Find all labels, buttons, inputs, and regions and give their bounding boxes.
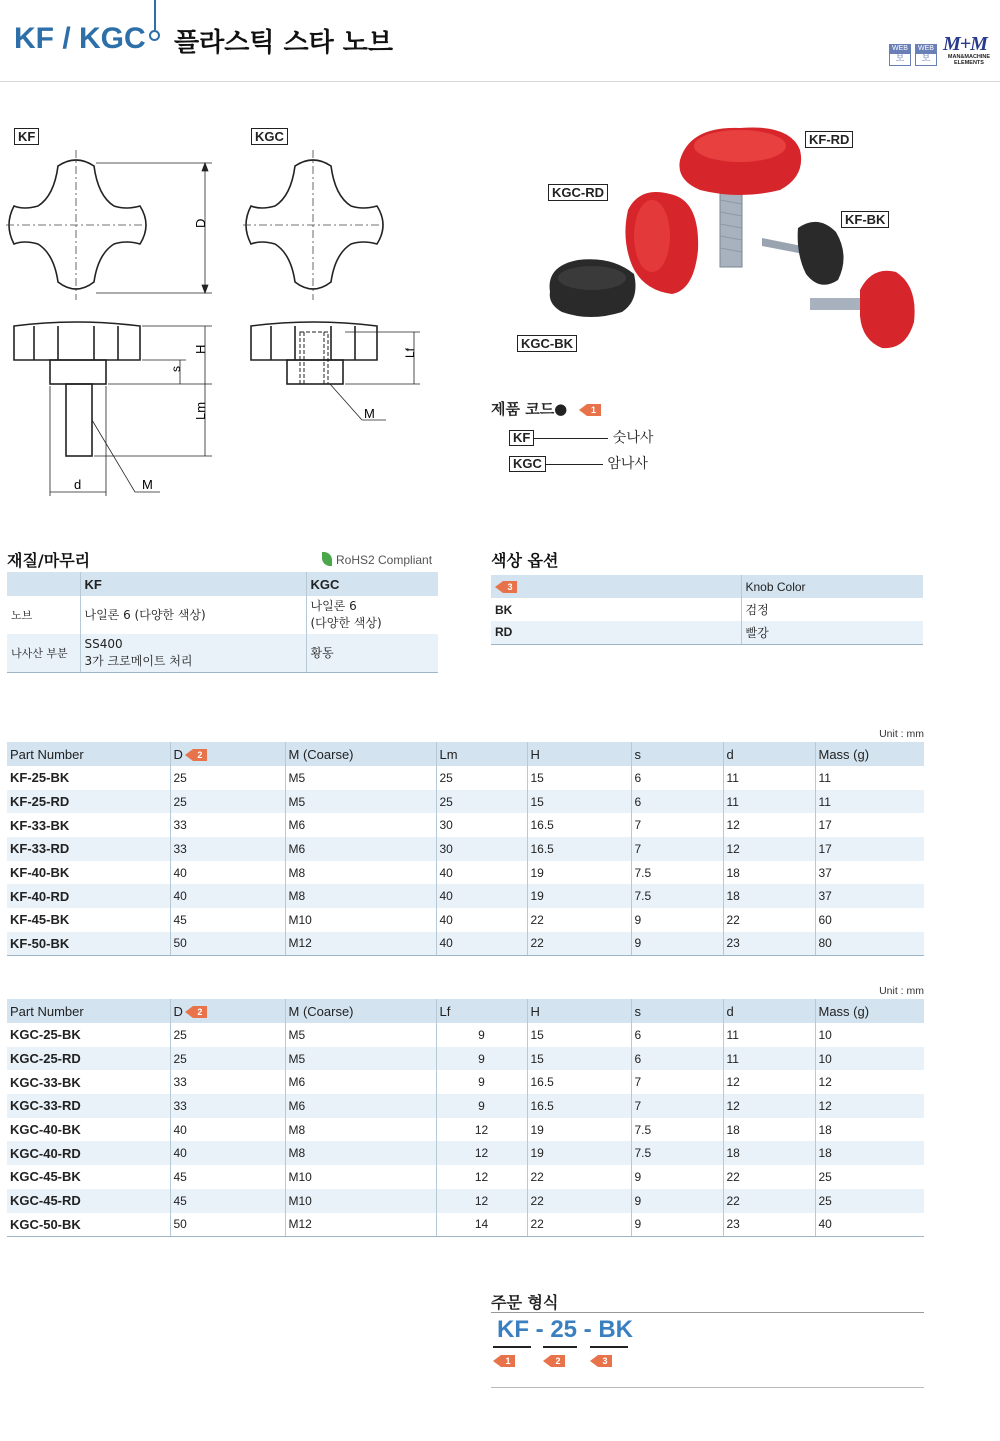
table-cell: 18 [723,1141,815,1165]
table-cell: 11 [723,1023,815,1047]
table-cell: 11 [815,766,924,790]
table-cell: 40 [436,908,527,932]
table-cell: 15 [527,1047,631,1071]
table-cell: 17 [815,813,924,837]
table-cell: 11 [723,790,815,814]
table-cell: 22 [527,1213,631,1237]
order-marker-2 [543,1346,577,1368]
table-cell: 16.5 [527,837,631,861]
part-number-cell: KGC-25-RD [7,1047,170,1071]
table-cell: 19 [527,861,631,885]
table-cell: 19 [527,1141,631,1165]
table-cell: 18 [723,884,815,908]
part-number-cell: KF-25-RD [7,790,170,814]
kgc-rd-knob [625,192,698,294]
table-cell: 12 [436,1189,527,1213]
dim-label-D: D [193,218,208,228]
table-cell: 10 [815,1047,924,1071]
table-cell: 12 [815,1094,924,1118]
table-cell: 7.5 [631,861,723,885]
table-cell: 22 [527,908,631,932]
material-row-knob: 노브 나일론 6 (다양한 색상) 나일론 6 (다양한 색상) [7,596,438,634]
table-cell: 18 [723,1118,815,1142]
table-cell: 9 [631,1165,723,1189]
kf-drawing-label: KF [14,128,39,145]
table-row [7,1070,924,1094]
order-divider [491,1312,924,1313]
table-cell: 15 [527,766,631,790]
marker-1-icon: 1 [579,404,601,416]
marker-2-icon: 2 [185,1006,207,1018]
marker-2-icon: 2 [185,749,207,761]
table-cell: 25 [170,766,285,790]
table-cell: 18 [815,1118,924,1142]
table-cell: 7 [631,1094,723,1118]
table-row [7,837,924,861]
table-cell: 12 [723,837,815,861]
order-format-title: 주문 형식 [491,1293,559,1312]
table-row [7,1047,924,1071]
photo-label-kf-bk: KF-BK [841,211,889,228]
table-cell: 9 [436,1070,527,1094]
web-badge-1[interactable]: WEB 보 [889,44,911,66]
table-cell: 16.5 [527,1094,631,1118]
photo-label-kgc-bk: KGC-BK [517,335,577,352]
table-cell: 9 [436,1023,527,1047]
table-cell: 40 [436,884,527,908]
order-example-code: KF - 25 - BK [497,1316,634,1343]
table-cell: 22 [723,908,815,932]
product-code-title: KF / KGC [14,22,146,55]
dim-label-M-kf: M [142,477,153,492]
material-row-thread: 나사산 부분 SS400 3가 크로메이트 처리 황동 [7,634,438,673]
table-cell: 22 [723,1189,815,1213]
table-cell: 25 [170,790,285,814]
table-cell: 33 [170,837,285,861]
table-cell: 9 [436,1047,527,1071]
table-cell: 40 [170,884,285,908]
table-cell: M5 [285,766,436,790]
order-marker-1 [493,1346,531,1368]
table-cell: 15 [527,790,631,814]
leaf-icon [322,552,332,566]
dim-label-M-kgc: M [364,406,375,421]
table-row [7,908,924,932]
kgc-table-header: Part Number D 2 M (Coarse) Lf H s d Mass (g) [7,999,924,1023]
table-cell: 10 [815,1023,924,1047]
table-cell: 12 [723,813,815,837]
table-cell: 7 [631,837,723,861]
table-cell: 19 [527,884,631,908]
table-cell: M12 [285,932,436,956]
color-table-header: 3 Knob Color [491,575,923,598]
table-cell: 11 [723,766,815,790]
table-cell: 12 [436,1118,527,1142]
part-number-cell: KGC-40-RD [7,1141,170,1165]
table-cell: 45 [170,1165,285,1189]
table-cell: 7 [631,813,723,837]
order-bottom-rule [491,1387,924,1388]
table-cell: M8 [285,1118,436,1142]
table-cell: 40 [170,1141,285,1165]
kf-table-header: Part Number D 2 M (Coarse) Lm H s d Mass (g) [7,742,924,766]
marker-2-icon: 2 [543,1355,565,1367]
part-number-cell: KF-40-BK [10,865,70,881]
kgc-drawing-label: KGC [251,128,288,145]
table-cell: M5 [285,790,436,814]
table-cell: M10 [285,1189,436,1213]
table-cell: 25 [815,1165,924,1189]
table-cell: M5 [285,1047,436,1071]
table-cell: 9 [631,908,723,932]
table-cell: M10 [285,1165,436,1189]
table-cell: 9 [631,1189,723,1213]
page-header [0,0,1000,82]
table-row [7,861,924,885]
product-name-title: 플라스틱 스타 노브 [174,28,394,58]
material-table [7,572,438,673]
table-cell: 18 [723,861,815,885]
dim-label-H: H [193,344,208,354]
unit-label-kf: Unit : mm [879,728,924,740]
table-cell: 19 [527,1118,631,1142]
photo-label-kf-rd: KF-RD [805,131,853,148]
product-code-row-kgc: KGC 암나사 [509,453,648,473]
table-cell: 6 [631,1047,723,1071]
table-cell: 7.5 [631,1118,723,1142]
table-cell: 7.5 [631,1141,723,1165]
table-row [7,1141,924,1165]
table-row [7,884,924,908]
part-number-cell: KF-40-RD [7,884,170,908]
color-row-bk: BK 검정 [491,598,923,621]
rohs-badge: RoHS2 Compliant [322,552,432,567]
table-row [7,766,924,790]
part-number-cell: KGC-33-RD [7,1094,170,1118]
pin-line-decoration [154,0,156,30]
table-cell: 17 [815,837,924,861]
table-row [7,932,924,956]
kgc-bk-knob [550,259,636,317]
table-cell: 18 [815,1141,924,1165]
table-cell: 30 [436,837,527,861]
dim-label-d: d [74,477,82,492]
table-cell: 25 [436,766,527,790]
part-number-cell: KGC-33-BK [10,1074,81,1090]
table-cell: 9 [436,1094,527,1118]
table-cell: 6 [631,766,723,790]
table-cell: 25 [436,790,527,814]
table-cell: 33 [170,1070,285,1094]
table-cell: 25 [815,1189,924,1213]
part-number-cell: KGC-45-BK [10,1169,81,1185]
table-cell: 50 [170,932,285,956]
table-cell: 45 [170,908,285,932]
table-cell: M6 [285,1094,436,1118]
table-cell: M10 [285,908,436,932]
table-cell: 12 [436,1141,527,1165]
table-cell: 40 [436,861,527,885]
marker-1-icon: 1 [493,1355,515,1367]
table-cell: 40 [815,1213,924,1237]
table-cell: M6 [285,837,436,861]
order-marker-3 [590,1346,628,1368]
table-cell: 40 [170,861,285,885]
table-cell: 22 [723,1165,815,1189]
pin-dot-icon [149,30,160,41]
table-cell: 7 [631,1070,723,1094]
color-section-title: 색상 옵션 [491,551,559,570]
table-cell: 12 [723,1094,815,1118]
table-cell: 25 [170,1047,285,1071]
color-options-table [491,575,923,645]
table-cell: 11 [723,1047,815,1071]
table-cell: 37 [815,884,924,908]
table-cell: M5 [285,1023,436,1047]
table-cell: 6 [631,1023,723,1047]
part-number-cell: KF-45-BK [10,912,70,928]
material-table-header: KF KGC [7,572,438,596]
table-cell: 9 [631,1213,723,1237]
kgc-side-view [251,322,377,384]
table-cell: 12 [723,1070,815,1094]
kf-side-view [14,322,140,456]
part-number-cell: KGC-50-BK [7,1213,170,1237]
product-code-heading: 제품 코드● 1 [491,398,601,419]
table-cell: M12 [285,1213,436,1237]
table-cell: M8 [285,884,436,908]
brand-logo: M+M MAN&MACHINE ELEMENTS [943,33,991,66]
table-cell: 25 [170,1023,285,1047]
table-cell: 33 [170,1094,285,1118]
table-cell: 7.5 [631,884,723,908]
table-cell: 80 [815,932,924,956]
table-row [7,1118,924,1142]
table-cell: 11 [815,790,924,814]
material-section-title: 재질/마무리 [7,551,91,570]
table-cell: 40 [436,932,527,956]
table-cell: 22 [527,1165,631,1189]
table-cell: 12 [436,1165,527,1189]
kf-bk-knob [762,222,844,285]
part-number-cell: KF-33-BK [10,817,70,833]
table-cell: 12 [815,1070,924,1094]
marker-3-icon: 3 [495,581,517,593]
table-cell: M8 [285,1141,436,1165]
part-number-cell: KF-33-RD [7,837,170,861]
table-row [7,1094,924,1118]
table-cell: 6 [631,790,723,814]
table-row [7,1189,924,1213]
part-number-cell: KGC-25-BK [10,1027,81,1043]
table-cell: 16.5 [527,1070,631,1094]
photo-label-kgc-rd: KGC-RD [548,184,608,201]
table-cell: 23 [723,1213,815,1237]
unit-label-kgc: Unit : mm [879,985,924,997]
table-cell: 45 [170,1189,285,1213]
part-number-cell: KGC-45-RD [7,1189,170,1213]
table-row [7,1213,924,1237]
marker-3-icon: 3 [590,1355,612,1367]
table-cell: 60 [815,908,924,932]
table-cell: 22 [527,932,631,956]
color-row-rd: RD 빨강 [491,621,923,644]
table-cell: 33 [170,813,285,837]
table-cell: 30 [436,813,527,837]
kf-dimensions [50,326,212,496]
part-number-cell: KGC-40-BK [10,1122,81,1138]
technical-drawing [0,120,470,500]
table-cell: 23 [723,932,815,956]
table-cell: 14 [436,1213,527,1237]
table-cell: 50 [170,1213,285,1237]
table-cell: 15 [527,1023,631,1047]
table-cell: M6 [285,1070,436,1094]
kgc-spec-table [7,999,924,1237]
kgc-hidden-thread [300,332,328,384]
dim-label-Lm: Lm [193,401,208,420]
web-badge-2[interactable]: WEB 보 [915,44,937,66]
product-photo [490,120,990,370]
table-row [7,1023,924,1047]
table-row [7,813,924,837]
table-cell: M6 [285,813,436,837]
table-row [7,790,924,814]
table-cell: M8 [285,861,436,885]
dim-label-s: s [169,366,183,372]
table-cell: 40 [170,1118,285,1142]
product-code-row-kf: KF 숫나사 [509,427,653,447]
part-number-cell: KF-25-BK [10,770,70,786]
kf-spec-table [7,742,924,956]
dim-label-Lf: Lf [403,347,417,358]
table-cell: 22 [527,1189,631,1213]
table-cell: 16.5 [527,813,631,837]
table-row [7,1165,924,1189]
table-cell: 9 [631,932,723,956]
part-number-cell: KF-50-BK [7,932,170,956]
table-cell: 37 [815,861,924,885]
